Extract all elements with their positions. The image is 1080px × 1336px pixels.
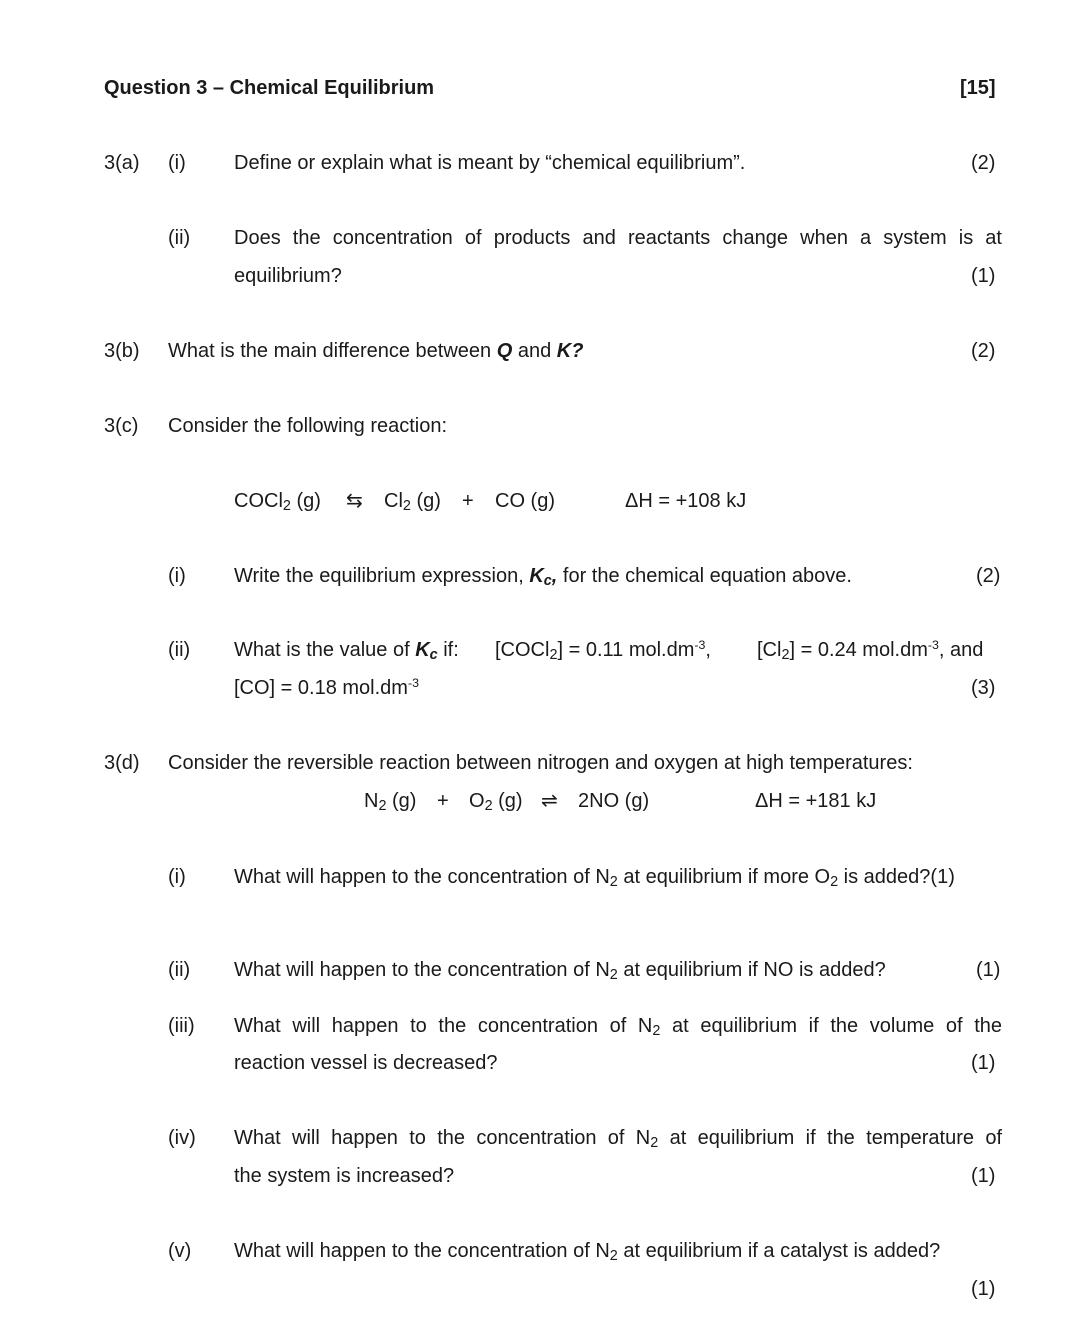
subpart-label-3d-v: (v) [168,1240,192,1262]
equation-enthalpy: ΔH = +108 kJ [625,490,747,512]
equation-enthalpy: ΔH = +181 kJ [755,790,877,812]
question-text-3b: What is the main difference between Q and K? [168,340,584,362]
equation-reactant: COCl$_2$ (g) [234,490,321,515]
question-number-3b: 3(b) [104,340,140,362]
question-text-3d-iv-line1: What will happen to the concentration of $N_2$ at equilibrium if the temperature of [234,1127,1002,1152]
marks-3c-i: (2) [976,565,1001,587]
subpart-label-3a-ii: (ii) [168,227,191,249]
subpart-label-3c-ii: (ii) [168,639,191,661]
subpart-label-3d-i: (i) [168,866,186,888]
marks-3d-i: (1) [930,866,955,888]
equation-n2: $N_2$ (g) [364,790,417,815]
subpart-label-3d-iv: (iv) [168,1127,196,1149]
marks-3d-iv: (1) [971,1165,996,1187]
equation-product: 2NO (g) [578,790,650,812]
question-text-3d-i: What will happen to the concentration of $N_2$ at equilibrium if more $O_2$ is added?(1) [234,866,955,891]
q-symbol: Q [496,340,513,362]
marks-3c-ii: (3) [971,677,996,699]
marks-3a-i: (2) [971,152,996,174]
question-text-3c: Consider the following reaction: [168,415,448,437]
question-text-3d-ii: What will happen to the concentration of $N_2$ at equilibrium if NO is added? [234,959,886,984]
total-marks: [15] [960,77,996,99]
concentration-cocl2: [COCl$_2$] = 0.11 $mol.dm^{-3}$, [495,638,711,664]
question-number-3a: 3(a) [104,152,140,174]
question-text-3d-v: What will happen to the concentration of $N_2$ at equilibrium if a catalyst is added? [234,1240,941,1265]
marks-3d-v: (1) [971,1278,996,1300]
marks-3d-iii: (1) [971,1052,996,1074]
equation-product-2: CO (g) [495,490,555,512]
subpart-label-3d-ii: (ii) [168,959,191,981]
question-text-3d: Consider the reversible reaction between nitrogen and oxygen at high temperatures: [168,752,913,774]
subpart-label-3a-i: (i) [168,152,186,174]
page-title: Question 3 – Chemical Equilibrium [104,77,435,99]
equation-plus: + [462,490,474,512]
equation-o2: $O_2$ (g) [469,790,523,815]
question-text-3d-iii-line1: What will happen to the concentration of $N_2$ at equilibrium if the volume of the [234,1015,1002,1040]
kc-symbol: $K_c$ [415,639,438,664]
question-number-3d: 3(d) [104,752,140,774]
question-text-3d-iii-line2: reaction vessel is decreased? [234,1052,498,1074]
equation-product-1: $Cl_2$ (g) [384,490,441,515]
subpart-label-3d-iii: (iii) [168,1015,195,1037]
subpart-label-3c-i: (i) [168,565,186,587]
marks-3d-ii: (1) [976,959,1001,981]
equilibrium-arrow-icon: ⇆ [346,490,363,512]
k-symbol: K? [556,340,584,362]
question-text-3a-i: Define or explain what is meant by “chemical equilibrium”. [234,152,746,174]
concentration-co: [CO] = 0.18 $mol.dm^{-3}$ [234,676,419,699]
equilibrium-arrow-icon: ⇌ [541,790,558,812]
question-text-3c-i: Write the equilibrium expression, $K_c$, for the chemical equation above. [234,565,852,590]
kc-symbol: $K_c$, [529,565,558,590]
question-text-3d-iv-line2: the system is increased? [234,1165,455,1187]
question-number-3c: 3(c) [104,415,139,437]
marks-3b: (2) [971,340,996,362]
concentration-cl2: $[Cl_2] = 0.24$ $mol.dm^{-3}$, and [757,638,984,664]
question-text-3c-ii-prompt: What is the value of $K_c$ if: [234,639,459,664]
marks-3a-ii: (1) [971,265,996,287]
question-text-3a-ii-line2: equilibrium? [234,265,342,287]
question-text-3a-ii-line1: Does the concentration of products and reactants change when a system is at [234,227,1002,249]
equation-plus: + [437,790,449,812]
